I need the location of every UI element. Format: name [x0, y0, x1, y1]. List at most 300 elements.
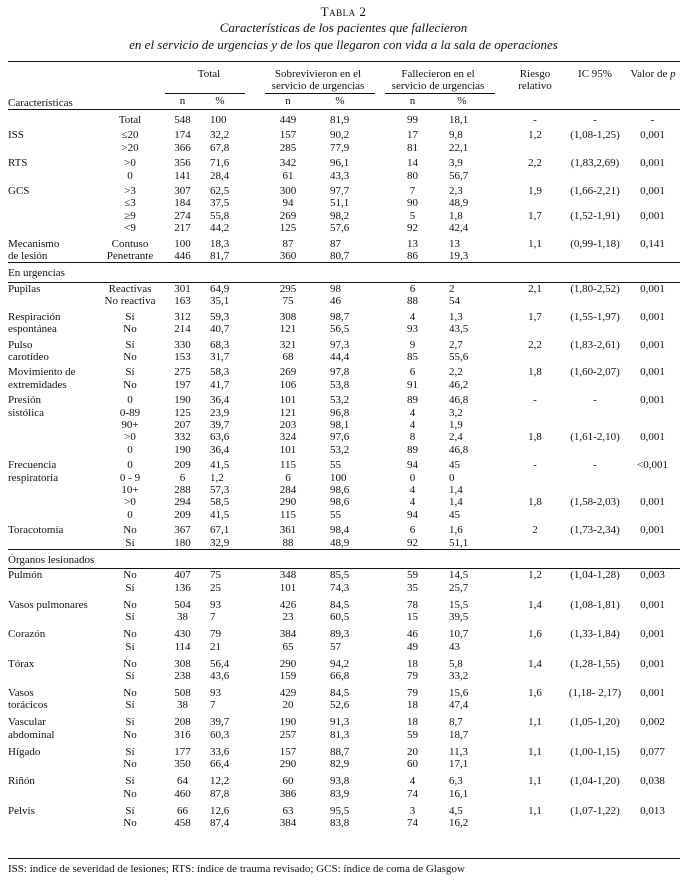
total-pct-cell: 36,4: [210, 443, 230, 456]
ci-95-cell: (1,04-1,20): [570, 775, 620, 788]
subcategory-cell: Total: [118, 114, 142, 126]
died-pct-cell: 9,8: [449, 129, 463, 142]
died-n-cell: 74: [407, 787, 418, 800]
row-characteristic: abdominal: [8, 728, 55, 741]
table-row: [8, 670, 680, 682]
total-pct-cell: 79: [210, 628, 221, 641]
died-n-cell: 90: [407, 197, 418, 210]
ci-95-cell: [565, 295, 625, 307]
subcategory-cell: Sí: [125, 716, 135, 729]
p-value-cell: 0,003: [640, 569, 665, 582]
relative-risk-cell: 1,7: [528, 310, 542, 323]
p-value-cell: [625, 142, 680, 154]
survived-n-cell: 269: [279, 366, 297, 379]
died-pct-cell: 33,2: [449, 670, 469, 683]
died-pct-cell: 55,6: [449, 350, 469, 363]
ci-95-cell: [565, 222, 625, 234]
ci-95-cell: [565, 323, 625, 335]
table-row: [8, 419, 680, 431]
relative-risk-cell: [505, 699, 565, 711]
survived-pct-cell: 84,5: [330, 598, 350, 611]
survived-pct-cell: 83,8: [330, 817, 350, 830]
header-total: Total: [197, 68, 221, 80]
ci-95-cell: [565, 582, 625, 594]
relative-risk-cell: [505, 444, 565, 456]
table-row: [8, 509, 680, 521]
subcategory-cell: No: [123, 350, 137, 363]
relative-risk-cell: 1,1: [528, 716, 542, 729]
table-row: [8, 295, 680, 307]
survived-n-cell: 159: [279, 670, 297, 683]
survived-n-cell: 308: [279, 310, 297, 323]
p-value-cell: [625, 250, 680, 263]
died-pct-cell: 46,2: [449, 378, 469, 391]
table-row: [8, 182, 680, 197]
row-characteristic: Vasos pulmonares: [8, 598, 88, 611]
subcategory-cell: ≤3: [124, 197, 136, 210]
relative-risk-cell: 2,2: [528, 338, 542, 351]
total-n-cell: 504: [174, 598, 191, 611]
subcategory-cell: No: [123, 569, 137, 582]
survived-pct-cell: 85,5: [330, 569, 350, 582]
relative-risk-cell: 1,6: [528, 628, 542, 641]
subcategory-cell: No: [123, 524, 137, 537]
subcategory-cell: No: [123, 323, 137, 336]
survived-pct-cell: 93,8: [330, 775, 350, 788]
relative-risk-cell: -: [533, 459, 537, 472]
survived-pct-cell: 97,7: [330, 185, 350, 198]
p-value-cell: 0,001: [640, 338, 665, 351]
total-n-cell: 330: [174, 338, 191, 351]
survived-n-cell: 190: [279, 716, 297, 729]
total-pct-cell: 58,3: [210, 366, 230, 379]
survived-pct-cell: 60,5: [330, 611, 350, 624]
table-row: [8, 641, 680, 653]
survived-pct-cell: 53,2: [330, 394, 350, 407]
died-pct-cell: 1,8: [449, 209, 463, 222]
top-rule: [8, 61, 680, 62]
died-pct-cell: 19,3: [449, 250, 469, 263]
died-pct-cell: 1,3: [449, 310, 463, 323]
total-n-cell: 407: [174, 569, 191, 582]
section-title: Órganos lesionados: [8, 550, 680, 569]
survived-n-cell: 125: [279, 222, 297, 235]
survived-n-cell: 285: [279, 141, 297, 154]
bottom-rule: [8, 858, 680, 859]
p-value-cell: [625, 323, 680, 335]
died-n-cell: 46: [407, 628, 418, 641]
row-characteristic: [8, 641, 100, 653]
relative-risk-cell: 1,7: [528, 209, 542, 222]
total-n-cell: 307: [174, 185, 191, 198]
section-header-row: [8, 263, 680, 282]
died-pct-cell: 1,4: [449, 496, 463, 509]
total-n-cell: 350: [174, 758, 191, 771]
died-n-cell: 4: [409, 418, 416, 431]
survived-n-cell: 360: [279, 250, 297, 263]
p-value-cell: [625, 788, 680, 800]
row-characteristic: [8, 114, 100, 126]
relative-risk-cell: [505, 758, 565, 770]
row-characteristic: Corazón: [8, 628, 46, 641]
died-pct-cell: 51,1: [449, 536, 469, 549]
table-row: [8, 758, 680, 770]
survived-pct-cell: 74,3: [330, 581, 350, 594]
survived-n-cell: 342: [279, 157, 297, 170]
header-died-line1: Fallecieron en el: [401, 68, 475, 80]
p-value-cell: 0,001: [640, 282, 665, 295]
died-n-cell: 59: [407, 728, 418, 741]
p-value-cell: 0,001: [640, 129, 665, 142]
row-characteristic: [8, 611, 100, 623]
died-n-cell: 80: [407, 169, 418, 182]
table-row: [8, 653, 680, 670]
died-n-cell: 18: [407, 699, 418, 712]
died-n-cell: 60: [407, 758, 418, 771]
survived-pct-cell: 57: [330, 640, 341, 653]
died-pct-cell: 16,1: [449, 787, 469, 800]
subcategory-cell: 0: [127, 443, 133, 456]
total-n-cell: 207: [174, 418, 191, 431]
died-pct-cell: 2,4: [449, 431, 463, 444]
died-n-cell: 92: [407, 536, 418, 549]
table-row: [8, 484, 680, 496]
total-n-cell: 332: [174, 431, 191, 444]
p-value-cell: 0,001: [640, 524, 665, 537]
row-characteristic: Pelvis: [8, 804, 35, 817]
died-n-cell: 18: [407, 657, 418, 670]
died-n-cell: 79: [407, 687, 418, 700]
died-pct-cell: 17,1: [449, 758, 469, 771]
p-value-cell: [625, 611, 680, 623]
died-n-cell: 5: [409, 209, 416, 222]
died-pct-cell: 42,4: [449, 222, 469, 235]
data-table: [8, 114, 680, 829]
subcategory-cell: 10+: [121, 483, 139, 496]
ci-95-cell: -: [593, 459, 597, 472]
total-n-cell: 548: [174, 114, 191, 126]
row-characteristic: Vasos: [8, 687, 34, 700]
survived-n-cell: 23: [282, 611, 294, 624]
survived-pct-cell: 89,3: [330, 628, 350, 641]
ci-95-cell: [565, 788, 625, 800]
table-row: [8, 817, 680, 829]
ci-95-cell: -: [593, 114, 597, 126]
table-row: [8, 712, 680, 729]
table-body: [8, 114, 680, 829]
survived-n-cell: 88: [282, 536, 294, 549]
survived-pct-cell: 88,7: [330, 745, 350, 758]
total-n-cell: 197: [174, 378, 191, 391]
p-value-cell: 0,001: [640, 366, 665, 379]
relative-risk-cell: -: [533, 394, 537, 407]
p-value-cell: [625, 582, 680, 594]
survived-pct-cell: 80,7: [330, 250, 350, 263]
p-value-cell: <0,001: [637, 459, 668, 472]
row-characteristic: [8, 431, 100, 443]
survived-pct-cell: 55: [330, 508, 341, 521]
died-n-cell: 7: [409, 185, 416, 198]
total-subrule: [165, 93, 245, 94]
table-row: [8, 379, 680, 391]
died-n-cell: 15: [407, 611, 418, 624]
p-value-cell: [625, 472, 680, 484]
total-pct-cell: 12,6: [210, 804, 230, 817]
total-n-cell: 136: [174, 581, 191, 594]
header-n-survived: n: [285, 95, 291, 107]
died-n-cell: 4: [409, 483, 416, 496]
header-died-line2: servicio de urgencias: [391, 80, 485, 92]
subcategory-cell: 90+: [121, 418, 139, 431]
p-value-cell: 0,038: [640, 775, 665, 788]
p-value-cell: 0,001: [640, 431, 665, 444]
survived-n-cell: 386: [279, 787, 297, 800]
ci-95-cell: (1,66-2,21): [570, 185, 620, 198]
subcategory-cell: Sí: [125, 699, 135, 712]
subcategory-cell: No: [123, 628, 137, 641]
died-n-cell: 59: [407, 569, 418, 582]
survived-pct-cell: 84,5: [330, 687, 350, 700]
ci-95-cell: [565, 699, 625, 711]
relative-risk-cell: [505, 670, 565, 682]
header-ci: IC 95%: [578, 68, 612, 80]
total-pct-cell: 44,2: [210, 222, 230, 235]
subcategory-cell: Sí: [125, 536, 135, 549]
total-pct-cell: 81,7: [210, 250, 230, 263]
relative-risk-cell: [505, 729, 565, 741]
relative-risk-cell: [505, 197, 565, 209]
relative-risk-cell: 1,8: [528, 496, 542, 509]
total-pct-cell: 59,3: [210, 310, 230, 323]
table-row: [8, 582, 680, 594]
row-characteristic: espontánea: [8, 323, 57, 336]
table-row: [8, 431, 680, 443]
total-pct-cell: 63,6: [210, 431, 230, 444]
table-row: [8, 391, 680, 406]
header-bottom-rule: [8, 109, 680, 110]
total-n-cell: 180: [174, 536, 191, 549]
ci-95-cell: [565, 472, 625, 484]
ci-95-cell: [565, 444, 625, 456]
p-value-cell: [625, 419, 680, 431]
survived-pct-cell: 100: [330, 471, 347, 484]
subcategory-cell: ≥9: [124, 209, 136, 222]
relative-risk-cell: 2,1: [528, 282, 542, 295]
died-n-cell: 3: [409, 804, 416, 817]
p-value-cell: -: [650, 114, 655, 126]
ci-95-cell: (1,00-1,15): [570, 745, 620, 758]
total-n-cell: 38: [177, 611, 188, 624]
survived-n-cell: 290: [279, 657, 297, 670]
p-value-cell: [625, 537, 680, 550]
row-characteristic: [8, 496, 100, 508]
died-pct-cell: 15,6: [449, 687, 469, 700]
died-pct-cell: 2,2: [449, 366, 463, 379]
total-pct-cell: 35,1: [210, 295, 230, 308]
section-header-row: [8, 550, 680, 569]
ci-95-cell: (1,52-1,91): [570, 209, 620, 222]
survived-pct-cell: 48,9: [330, 536, 350, 549]
survived-subrule: [265, 93, 375, 94]
survived-n-cell: 115: [279, 459, 297, 472]
relative-risk-cell: 2,2: [528, 157, 542, 170]
total-n-cell: 301: [174, 282, 191, 295]
survived-pct-cell: 98,6: [330, 496, 350, 509]
p-value-cell: [625, 197, 680, 209]
relative-risk-cell: [505, 351, 565, 363]
survived-n-cell: 101: [279, 394, 297, 407]
total-pct-cell: 62,5: [210, 185, 230, 198]
survived-n-cell: 61: [282, 169, 294, 182]
row-characteristic: [8, 197, 100, 209]
header-characteristics: Características: [8, 97, 73, 109]
died-n-cell: 20: [407, 745, 418, 758]
table-row: [8, 210, 680, 222]
subcategory-cell: >0: [124, 157, 136, 170]
survived-n-cell: 384: [279, 628, 297, 641]
subcategory-cell: Sí: [125, 640, 135, 653]
survived-n-cell: 115: [279, 508, 297, 521]
p-value-cell: 0,001: [640, 657, 665, 670]
died-pct-cell: 39,5: [449, 611, 469, 624]
table-title-line1: Características de los pacientes que fallecieron: [219, 20, 468, 35]
row-characteristic: Mecanismo: [8, 237, 60, 250]
p-value-cell: 0,141: [640, 237, 665, 250]
relative-risk-cell: [505, 817, 565, 829]
died-n-cell: 4: [409, 406, 416, 419]
survived-n-cell: 75: [282, 295, 294, 308]
survived-n-cell: 101: [279, 443, 297, 456]
row-characteristic: Pulso: [8, 338, 33, 351]
total-pct-cell: 93: [210, 687, 221, 700]
row-characteristic: Frecuencia: [8, 459, 57, 472]
died-pct-cell: 3,2: [449, 406, 463, 419]
total-pct-cell: 7: [210, 699, 216, 712]
died-n-cell: 18: [407, 716, 418, 729]
survived-pct-cell: 96,1: [330, 157, 350, 170]
row-characteristic: [8, 210, 100, 222]
table-row: [8, 537, 680, 550]
row-characteristic: Riñón: [8, 775, 35, 788]
table-row: [8, 682, 680, 699]
survived-n-cell: 121: [279, 406, 297, 419]
survived-n-cell: 321: [279, 338, 297, 351]
subcategory-cell: No: [123, 728, 137, 741]
ci-95-cell: [565, 407, 625, 419]
subcategory-cell: 0-89: [119, 406, 141, 419]
total-n-cell: 100: [174, 237, 191, 250]
ci-95-cell: [565, 641, 625, 653]
died-pct-cell: 4,5: [449, 804, 463, 817]
subcategory-cell: No reactiva: [104, 295, 156, 308]
relative-risk-cell: [505, 419, 565, 431]
relative-risk-cell: [505, 170, 565, 182]
total-n-cell: 214: [174, 323, 191, 336]
table-row: [8, 729, 680, 741]
survived-n-cell: 429: [279, 687, 297, 700]
relative-risk-cell: [505, 788, 565, 800]
p-value-cell: [625, 407, 680, 419]
row-characteristic: Presión: [8, 394, 41, 407]
ci-95-cell: (1,08-1,25): [570, 129, 620, 142]
ci-95-cell: (1,73-2,34): [570, 524, 620, 537]
total-pct-cell: 36,4: [210, 394, 230, 407]
subcategory-cell: Sí: [125, 670, 135, 683]
subcategory-cell: No: [123, 817, 137, 830]
died-pct-cell: 1,4: [449, 483, 463, 496]
survived-n-cell: 20: [282, 699, 294, 712]
total-n-cell: 209: [174, 508, 191, 521]
ci-95-cell: (1,28-1,55): [570, 657, 620, 670]
relative-risk-cell: 1,8: [528, 366, 542, 379]
died-pct-cell: 0: [449, 471, 455, 484]
total-n-cell: 366: [174, 141, 191, 154]
survived-n-cell: 257: [279, 728, 297, 741]
row-characteristic: [8, 582, 100, 594]
row-characteristic: Hígado: [8, 745, 41, 758]
total-n-cell: 163: [174, 295, 191, 308]
survived-n-cell: 290: [279, 758, 297, 771]
subcategory-cell: 0: [127, 169, 133, 182]
died-pct-cell: 13: [449, 237, 460, 250]
survived-pct-cell: 97,3: [330, 338, 350, 351]
ci-95-cell: (1,33-1,84): [570, 628, 620, 641]
ci-95-cell: (1,58-2,03): [570, 496, 620, 509]
relative-risk-cell: 1,9: [528, 185, 542, 198]
table-row: [8, 323, 680, 335]
survived-n-cell: 65: [282, 640, 294, 653]
total-pct-cell: 75: [210, 569, 221, 582]
subcategory-cell: No: [123, 758, 137, 771]
ci-95-cell: (1,60-2,07): [570, 366, 620, 379]
survived-pct-cell: 81,9: [330, 114, 350, 126]
died-pct-cell: 47,4: [449, 699, 469, 712]
p-value-cell: 0,001: [640, 687, 665, 700]
total-pct-cell: 23,9: [210, 406, 230, 419]
total-pct-cell: 68,3: [210, 338, 230, 351]
total-pct-cell: 66,4: [210, 758, 230, 771]
total-n-cell: 190: [174, 443, 191, 456]
total-n-cell: 275: [174, 366, 191, 379]
survived-n-cell: 384: [279, 817, 297, 830]
p-value-cell: [625, 699, 680, 711]
died-pct-cell: 43: [449, 640, 460, 653]
died-pct-cell: 3,9: [449, 157, 463, 170]
p-value-cell: 0,001: [640, 628, 665, 641]
total-pct-cell: 32,9: [210, 536, 230, 549]
header-pct-died: %: [457, 95, 467, 107]
total-n-cell: 312: [174, 310, 191, 323]
ci-95-cell: [565, 611, 625, 623]
relative-risk-cell: 1,2: [528, 129, 542, 142]
total-n-cell: 190: [174, 394, 191, 407]
table-label: Tabla 2: [320, 4, 367, 19]
ci-95-cell: (1,04-1,28): [570, 569, 620, 582]
p-value-cell: [625, 170, 680, 182]
died-pct-cell: 2: [449, 282, 455, 295]
survived-n-cell: 6: [285, 471, 291, 484]
died-n-cell: 35: [407, 581, 418, 594]
total-n-cell: 294: [174, 496, 191, 509]
total-pct-cell: 32,2: [210, 129, 230, 142]
ci-95-cell: (1,18- 2,17): [568, 687, 622, 700]
table-row: [8, 800, 680, 817]
p-value-cell: 0,001: [640, 209, 665, 222]
subcategory-cell: No: [123, 378, 137, 391]
survived-pct-cell: 98: [330, 282, 341, 295]
total-n-cell: 6: [179, 471, 186, 484]
total-pct-cell: 87,4: [210, 817, 230, 830]
